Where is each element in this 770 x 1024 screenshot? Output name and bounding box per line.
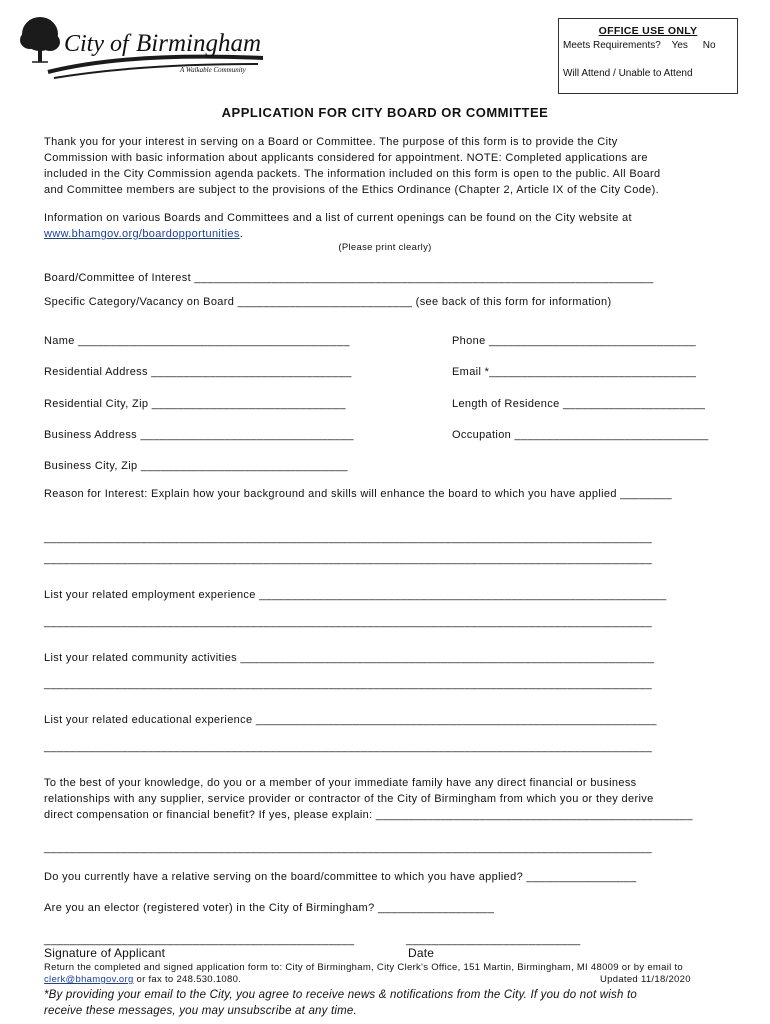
info-link-row xyxy=(44,226,243,242)
intro-line-2: Commission with basic information about applicants considered for appointment. NOTE: Completed applications are xyxy=(44,152,648,164)
relative-field[interactable]: Do you currently have a relative serving on the board/committee to which you have applied? _________________ xyxy=(44,871,637,883)
residential-address-field[interactable]: Residential Address _______________________________ xyxy=(44,366,352,378)
print-clearly-note: (Please print clearly) xyxy=(338,242,432,253)
page-title: APPLICATION FOR CITY BOARD OR COMMITTEE xyxy=(221,105,549,120)
length-of-residence-field[interactable]: Length of Residence ______________________ xyxy=(452,398,706,410)
return-contact xyxy=(44,974,241,986)
date-line[interactable]: ___________________________ xyxy=(406,934,581,946)
name-field[interactable]: Name __________________________________________ xyxy=(44,335,350,347)
return-instructions: Return the completed and signed application form to: City of Birmingham, City Clerk's Office, 151 Martin, Birmingham, MI 48009 or by email to xyxy=(44,962,684,973)
residential-city-field[interactable]: Residential City, Zip ______________________________ xyxy=(44,398,346,410)
intro-line-1: Thank you for your interest in serving on a Board or Committee. The purpose of this form is to provide the City xyxy=(44,136,618,148)
board-opportunities-link[interactable]: www.bhamgov.org/boardopportunities xyxy=(44,228,240,240)
employment-field[interactable]: List your related employment experience _______________________________________________________________ xyxy=(44,589,667,601)
info-period: . xyxy=(239,228,244,240)
logo-city-of: City of xyxy=(64,31,129,57)
logo-tagline: A Walkable Community xyxy=(180,66,246,74)
business-address-field[interactable]: Business Address _________________________________ xyxy=(44,429,354,441)
category-vacancy-field[interactable]: Specific Category/Vacancy on Board ___________________________ (see back of this form for information) xyxy=(44,296,612,308)
education-blank-line[interactable]: ______________________________________________________________________________________________ xyxy=(44,741,652,753)
elector-field[interactable]: Are you an elector (registered voter) in the City of Birmingham? __________________ xyxy=(44,902,495,914)
requirements-yes: Yes xyxy=(671,40,688,51)
email-field[interactable]: Email *________________________________ xyxy=(452,366,697,378)
employment-blank-line[interactable]: ______________________________________________________________________________________________ xyxy=(44,616,652,628)
requirements-row xyxy=(563,40,716,51)
occupation-field[interactable]: Occupation ______________________________ xyxy=(452,429,709,441)
updated-date: Updated 11/18/2020 xyxy=(600,974,691,985)
signature-label: Signature of Applicant xyxy=(44,946,166,960)
office-use-box xyxy=(558,18,738,94)
financial-line-2: relationships with any supplier, service provider or contractor of the City of Birmingham from which you or they derive xyxy=(44,793,654,805)
financial-blank-line[interactable]: ______________________________________________________________________________________________ xyxy=(44,842,652,854)
financial-explain-field[interactable]: direct compensation or financial benefit? If yes, please explain: _________________________________________________ xyxy=(44,809,693,821)
intro-line-4: and Committee members are subject to the provisions of the Ethics Ordinance (Chapter 2, Article IX of the City Code). xyxy=(44,184,660,196)
email-disclaimer-line-2: receive these messages, you may unsubscribe at any time. xyxy=(44,1005,357,1017)
board-interest-field[interactable]: Board/Committee of Interest _______________________________________________________________________ xyxy=(44,272,654,284)
intro-line-3: included in the City Commission agenda packets. The information included on this form is open to the public. All Board xyxy=(44,168,661,180)
date-label: Date xyxy=(408,946,435,960)
attend-row: Will Attend / Unable to Attend xyxy=(563,68,693,79)
info-line: Information on various Boards and Committees and a list of current openings can be found on the City website at xyxy=(44,212,632,224)
reason-field[interactable]: Reason for Interest: Explain how your background and skills will enhance the board to which you have applied ________ xyxy=(44,488,672,500)
community-field[interactable]: List your related community activities ________________________________________________________________ xyxy=(44,652,655,664)
city-logo xyxy=(18,12,268,84)
community-blank-line[interactable]: ______________________________________________________________________________________________ xyxy=(44,678,652,690)
logo-name: Birmingham xyxy=(136,30,261,57)
fax-text: or fax to 248.530.1080. xyxy=(133,974,242,985)
financial-line-1: To the best of your knowledge, do you or a member of your immediate family have any direct financial or business xyxy=(44,777,637,789)
reason-blank-line-1[interactable]: ______________________________________________________________________________________________ xyxy=(44,532,652,544)
office-use-header: OFFICE USE ONLY xyxy=(598,25,698,37)
requirements-label: Meets Requirements? xyxy=(563,40,661,51)
email-disclaimer-line-1: *By providing your email to the City, you agree to receive news & notifications from the City. If you do not wish to xyxy=(44,989,637,1001)
clerk-email-link[interactable]: clerk@bhamgov.org xyxy=(44,974,134,985)
education-field[interactable]: List your related educational experience ______________________________________________________________ xyxy=(44,714,657,726)
phone-field[interactable]: Phone ________________________________ xyxy=(452,335,696,347)
business-city-field[interactable]: Business City, Zip ________________________________ xyxy=(44,460,348,472)
reason-blank-line-2[interactable]: ______________________________________________________________________________________________ xyxy=(44,553,652,565)
requirements-no: No xyxy=(702,40,716,51)
signature-line[interactable]: ________________________________________________ xyxy=(44,934,355,946)
